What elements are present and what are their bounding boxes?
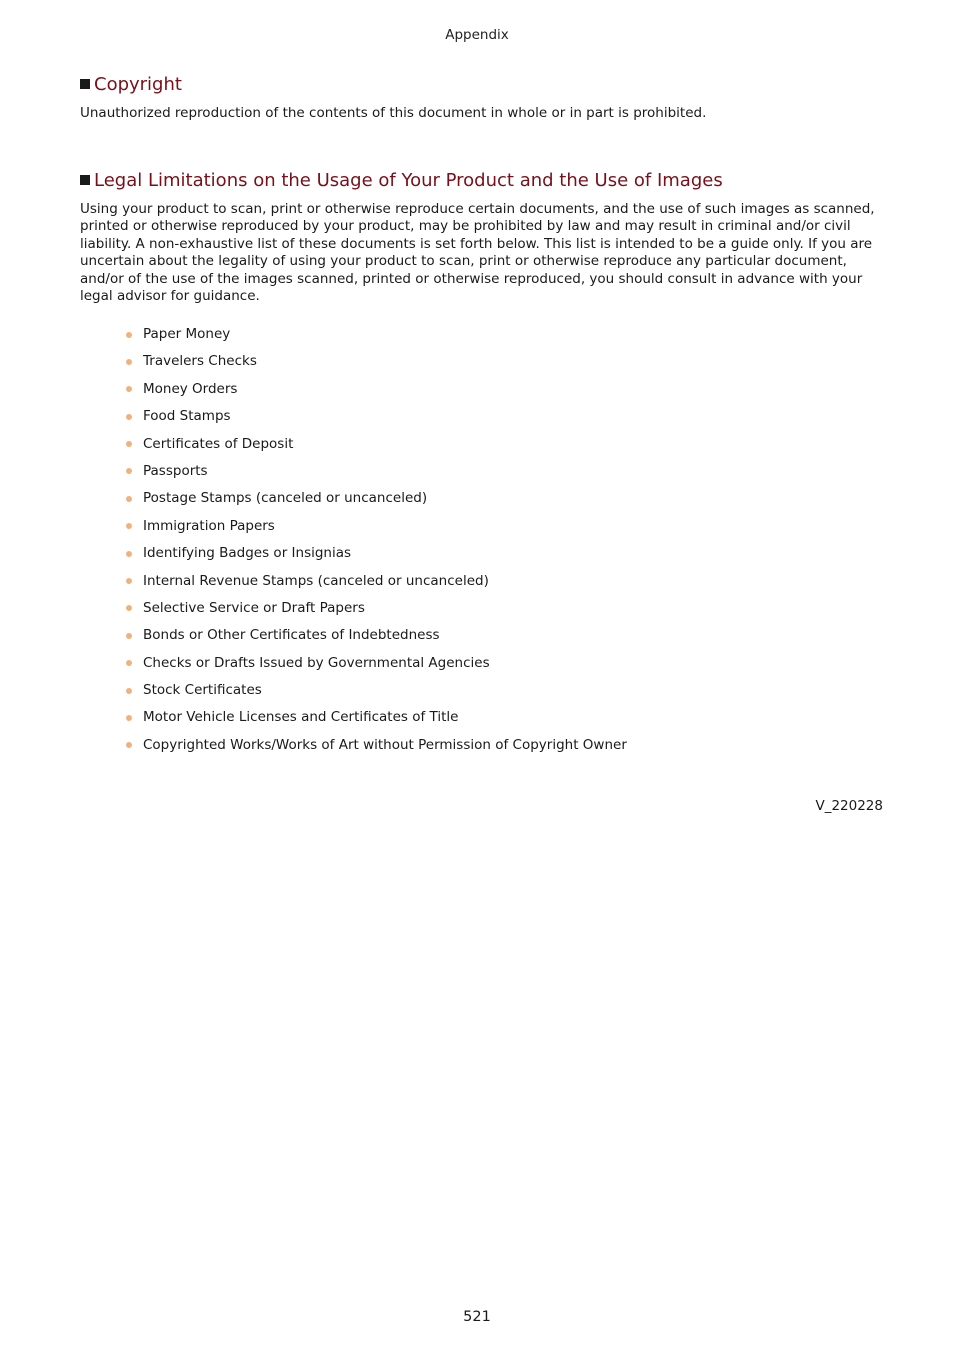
bullet-dot-icon <box>126 386 132 392</box>
bullet-dot-icon <box>126 414 132 420</box>
page-number: 521 <box>463 1309 491 1325</box>
bullet-dot-icon <box>126 496 132 502</box>
bullet-dot-icon <box>126 441 132 447</box>
bullet-dot-icon <box>126 633 132 639</box>
list-item: Checks or Drafts Issued by Governmental Agencies <box>126 655 627 682</box>
bullet-dot-icon <box>126 523 132 529</box>
list-item: Internal Revenue Stamps (canceled or uncanceled) <box>126 573 627 600</box>
bullet-dot-icon <box>126 688 132 694</box>
copyright-heading <box>80 74 182 96</box>
bullet-dot-icon <box>126 715 132 721</box>
list-item: Certificates of Deposit <box>126 436 627 463</box>
bullet-dot-icon <box>126 605 132 611</box>
list-item: Immigration Papers <box>126 518 627 545</box>
bullet-dot-icon <box>126 578 132 584</box>
legal-paragraph: Using your product to scan, print or otherwise reproduce certain documents, and the use of such images as scanned, printed or otherwise reproduced by your product, may be prohibited by law and may result in criminal and/or civil liability. A non-exhaustive list of these documents is set forth below. This list is intended to be a guide only. If you are uncertain about the legality of using your product to scan, print or otherwise reproduce any particular document, and/or of the use of the images scanned, printed or otherwise reproduced, you should consult in advance with your legal advisor for guidance. <box>80 201 875 305</box>
running-header: Appendix <box>445 27 509 43</box>
version-code: V_220228 <box>815 798 883 814</box>
list-item: Stock Certificates <box>126 682 627 709</box>
list-item: Bonds or Other Certificates of Indebtedness <box>126 627 627 654</box>
list-item: Passports <box>126 463 627 490</box>
legal-heading <box>80 170 723 192</box>
list-item: Money Orders <box>126 381 627 408</box>
bullet-dot-icon <box>126 332 132 338</box>
list-item: Selective Service or Draft Papers <box>126 600 627 627</box>
bullet-dot-icon <box>126 742 132 748</box>
legal-heading-text: Legal Limitations on the Usage of Your Product and the Use of Images <box>94 170 723 191</box>
copyright-heading-text: Copyright <box>94 74 182 95</box>
list-item: Motor Vehicle Licenses and Certificates of Title <box>126 709 627 736</box>
square-bullet-icon <box>80 175 90 185</box>
list-item: Travelers Checks <box>126 353 627 380</box>
bullet-dot-icon <box>126 660 132 666</box>
list-item: Copyrighted Works/Works of Art without Permission of Copyright Owner <box>126 737 627 764</box>
list-item: Postage Stamps (canceled or uncanceled) <box>126 490 627 517</box>
bullet-dot-icon <box>126 359 132 365</box>
restricted-documents-list <box>126 326 627 764</box>
list-item: Identifying Badges or Insignias <box>126 545 627 572</box>
square-bullet-icon <box>80 79 90 89</box>
list-item: Food Stamps <box>126 408 627 435</box>
bullet-dot-icon <box>126 551 132 557</box>
copyright-paragraph: Unauthorized reproduction of the contents of this document in whole or in part is prohibited. <box>80 105 707 121</box>
bullet-dot-icon <box>126 468 132 474</box>
list-item: Paper Money <box>126 326 627 353</box>
